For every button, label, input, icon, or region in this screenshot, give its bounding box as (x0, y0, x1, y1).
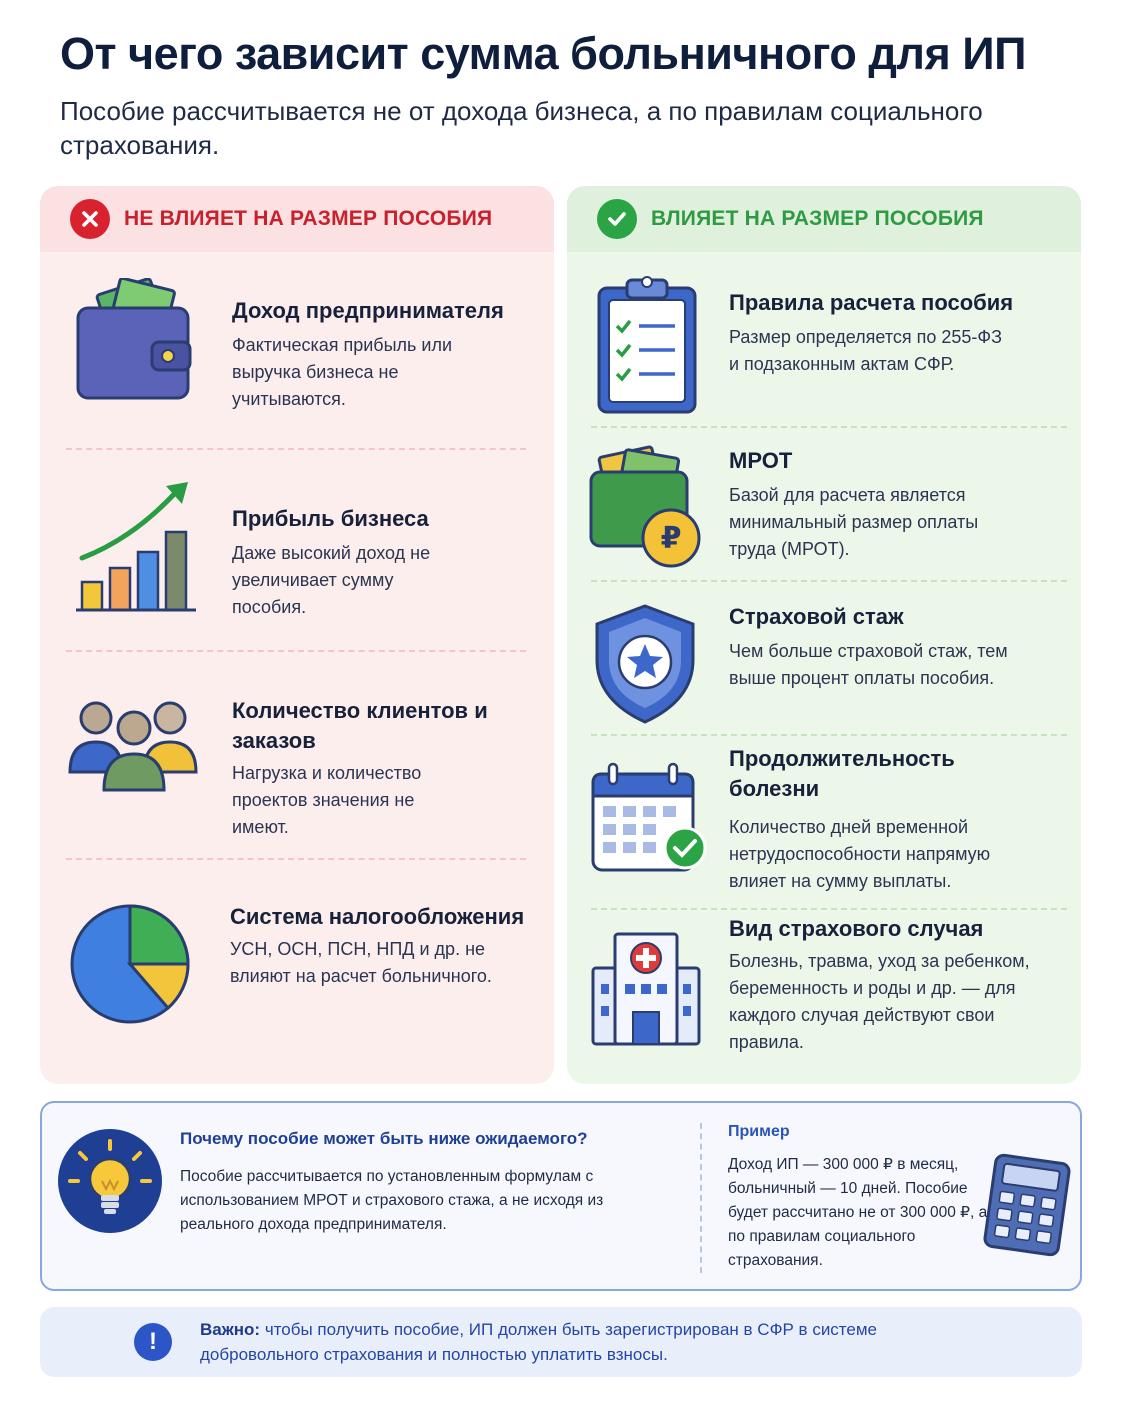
left-item-text: УСН, ОСН, ПСН, НПД и др. не влияют на расчет больничного. (230, 939, 492, 986)
right-item-text: Базой для расчета является минимальный размер оплаты труда (МРОТ). (729, 485, 979, 559)
divider (66, 650, 526, 652)
info-title: Почему пособие может быть ниже ожидаемого? (180, 1129, 588, 1148)
right-item-mrot (567, 432, 1081, 582)
left-item-title: Прибыль бизнеса (232, 506, 429, 531)
people-group-icon (64, 696, 204, 801)
right-item-title: Продолжительность болезни (729, 746, 955, 801)
growth-chart-icon (74, 478, 204, 617)
svg-text:₽: ₽ (660, 521, 682, 556)
right-item-title: МРОТ (729, 448, 793, 473)
left-item-title: Количество клиентов и заказов (232, 698, 488, 753)
left-item-text: Фактическая прибыль или выручка бизнеса не учитываются. (232, 335, 453, 409)
left-item-text: Даже высокий доход не увеличивает сумму пособия. (232, 543, 431, 617)
right-item-text: Количество дней временной нетрудоспособности напрямую влияет на сумму выплаты. (729, 817, 991, 891)
note-label: Важно: (200, 1320, 261, 1339)
divider (66, 858, 526, 860)
shield-star-icon (593, 602, 697, 731)
page-subtitle: Пособие рассчитывается не от дохода бизнеса, а по правилам социального страхования. (60, 96, 983, 160)
wallet-ruble-icon (587, 444, 705, 579)
note-body: чтобы получить пособие, ИП должен быть зарегистрирован в СФР в системе добровольного страхования и полностью уплатить взносы. (200, 1320, 878, 1364)
divider (591, 580, 1067, 582)
right-item-case (567, 914, 1081, 1084)
lightbulb-icon (58, 1129, 162, 1233)
right-item-experience (567, 586, 1081, 736)
right-item-text: Чем больше страховой стаж, тем выше процент оплаты пособия. (729, 641, 1008, 688)
divider (66, 448, 526, 450)
info-text: Пособие рассчитывается по установленным формулам с использованием МРОТ и страхового стажа, а не исходя из реального дохода предпринимателя. (180, 1168, 604, 1233)
clipboard-checklist-icon (595, 272, 699, 419)
note-text (200, 1317, 960, 1367)
divider (700, 1123, 702, 1273)
right-item-text: Размер определяется по 255-ФЗ и подзаконным актам СФР. (729, 327, 1002, 374)
affects-header (567, 186, 1081, 252)
calculator-icon (986, 1155, 1068, 1260)
cross-icon (70, 199, 110, 239)
example-title: Пример (728, 1123, 790, 1140)
left-item-income (40, 252, 554, 452)
not-affects-header-label: НЕ ВЛИЯЕТ НА РАЗМЕР ПОСОБИЯ (124, 207, 493, 230)
why-lower-box (40, 1101, 1082, 1291)
right-item-title: Вид страхового случая (729, 916, 984, 941)
left-item-title: Система налогообложения (230, 904, 525, 929)
exclamation-icon: ! (134, 1323, 172, 1361)
not-affects-header (40, 186, 554, 252)
hospital-icon (591, 928, 701, 1053)
right-item-duration (567, 740, 1081, 910)
divider (591, 734, 1067, 736)
example-text: Доход ИП — 300 000 ₽ в месяц, больничный — 10 дней. Пособие будет рассчитано не от 300 000 ₽, а по правилам социального страхования. (728, 1156, 988, 1269)
important-note (40, 1307, 1082, 1377)
calendar-check-icon (589, 762, 709, 879)
check-icon (597, 199, 637, 239)
left-item-profit (40, 456, 554, 656)
divider (591, 426, 1067, 428)
affects-column (567, 186, 1081, 1084)
right-item-rules (567, 252, 1081, 422)
right-item-text: Болезнь, травма, уход за ребенком, беременность и роды и др. — для каждого случая действуют свои правила. (729, 951, 1030, 1052)
wallet-money-icon (70, 278, 200, 413)
left-item-tax (40, 866, 554, 1076)
left-item-text: Нагрузка и количество проектов значения не имеют. (232, 763, 422, 837)
left-item-clients (40, 656, 554, 866)
right-item-title: Страховой стаж (729, 604, 904, 629)
affects-header-label: ВЛИЯЕТ НА РАЗМЕР ПОСОБИЯ (651, 207, 984, 230)
pie-chart-icon (68, 902, 192, 1031)
not-affects-column (40, 186, 554, 1084)
right-item-title: Правила расчета пособия (729, 290, 1014, 315)
page-title: От чего зависит сумма больничного для ИП (60, 28, 1026, 79)
left-item-title: Доход предпринимателя (232, 298, 504, 323)
divider (591, 908, 1067, 910)
